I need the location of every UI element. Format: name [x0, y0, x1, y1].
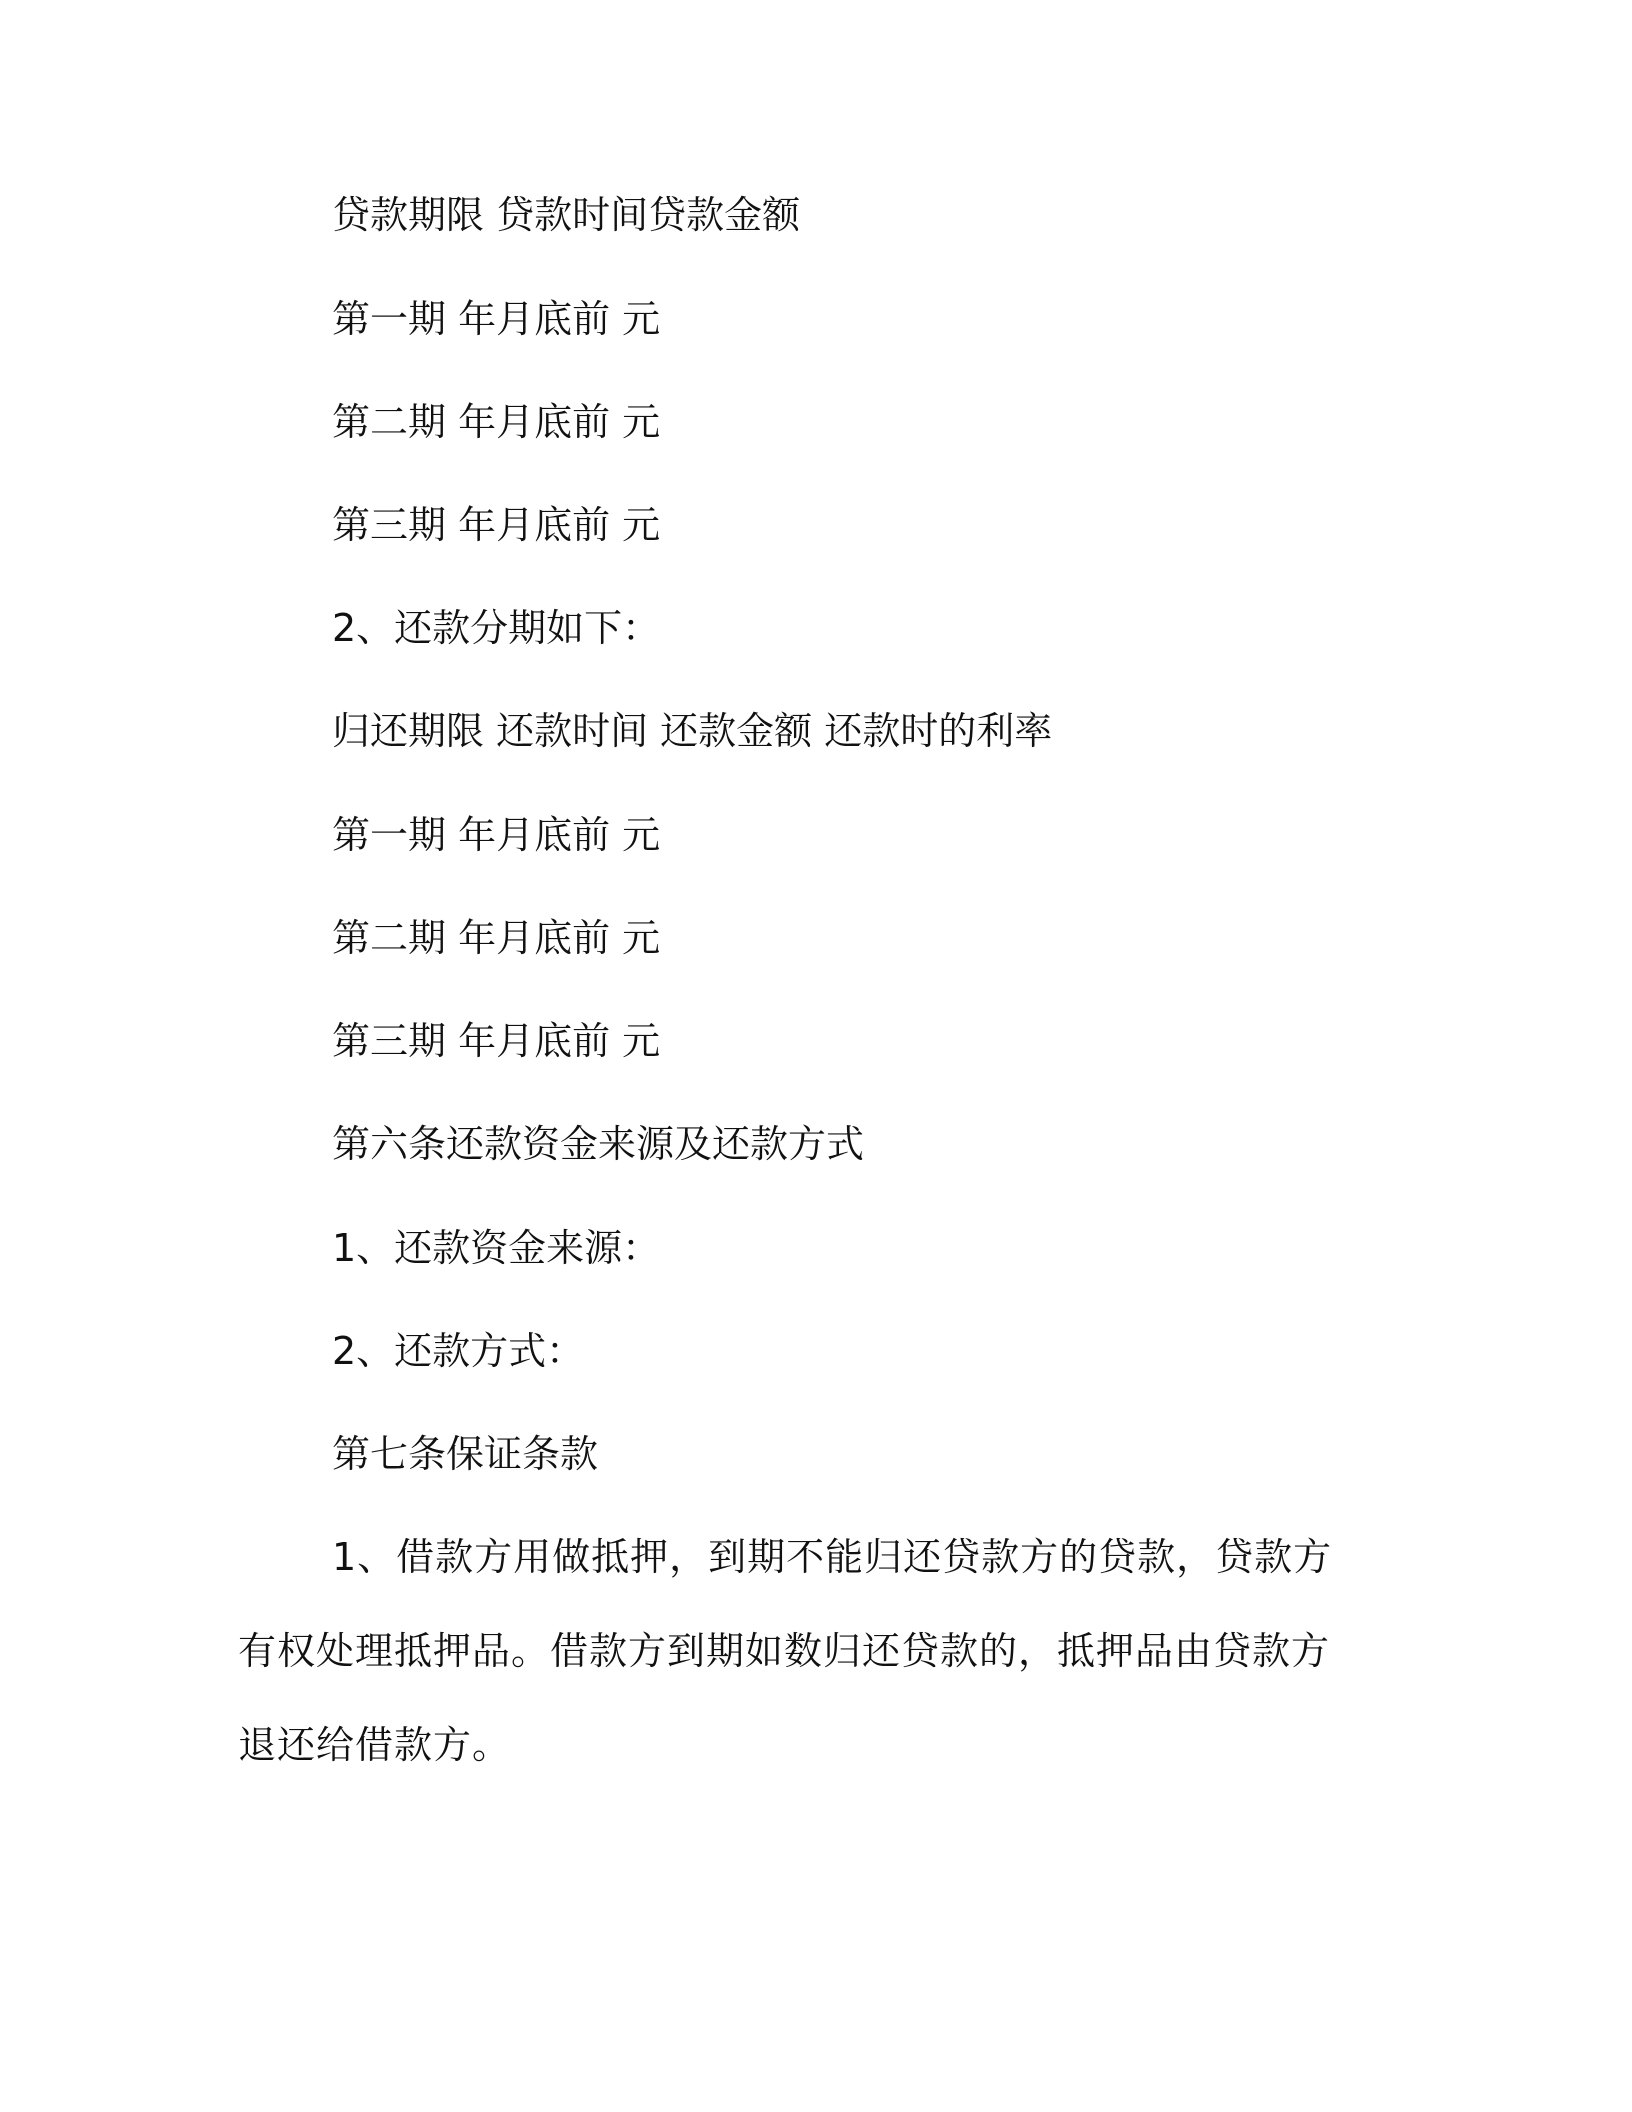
loan-period-1: 第一期 年月底前 元 — [332, 297, 661, 341]
article-seven-heading: 第七条保证条款 — [332, 1432, 599, 1476]
loan-period-2: 第二期 年月底前 元 — [332, 400, 661, 444]
guarantee-clause-paragraph: 1、借款方用做抵押，到期不能归还贷款方的贷款，贷款方有权处理抵押品。借款方到期如数归还贷款的，抵押品由贷款方退还给借款方。 — [238, 1535, 1333, 1767]
repayment-period-1: 第一期 年月底前 元 — [332, 813, 661, 857]
article-six-heading: 第六条还款资金来源及还款方式 — [332, 1122, 865, 1166]
repayment-method: 2、还款方式： — [332, 1329, 585, 1373]
loan-schedule-header: 贷款期限 贷款时间贷款金额 — [332, 193, 801, 237]
repayment-schedule-header: 归还期限 还款时间 还款金额 还款时的利率 — [332, 709, 1053, 753]
repayment-period-3: 第三期 年月底前 元 — [332, 1019, 661, 1063]
repayment-fund-source: 1、还款资金来源： — [332, 1226, 661, 1270]
repayment-installments-heading: 2、还款分期如下： — [332, 606, 661, 650]
loan-period-3: 第三期 年月底前 元 — [332, 503, 661, 547]
repayment-period-2: 第二期 年月底前 元 — [332, 916, 661, 960]
